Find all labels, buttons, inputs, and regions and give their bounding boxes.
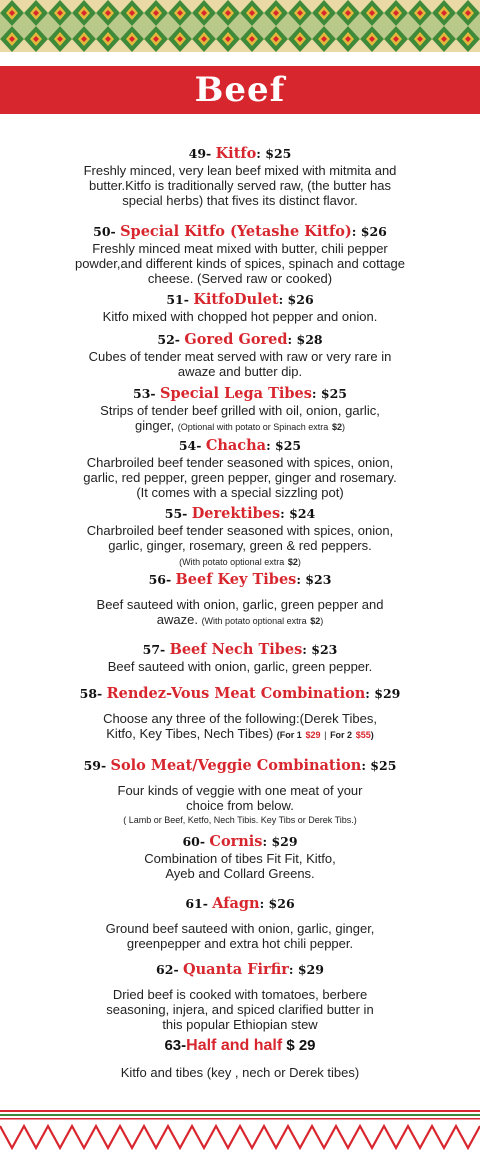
- menu-item-beef-key-tibes: 56- Beef Key Tibes: $23 Beef sauteed with onion, garlic, green pepper and awaze. (With potato optional extra $2): [20, 572, 460, 629]
- option-two: For 2: [330, 730, 353, 740]
- option-two-price: $55: [355, 730, 371, 740]
- description-line: (It comes with a special sizzling pot): [136, 485, 344, 500]
- item-price: : $26: [259, 896, 295, 911]
- menu-item-cornis: [20, 834, 460, 881]
- extra-price: $2: [310, 616, 321, 626]
- item-price: : $23: [302, 642, 338, 657]
- extra-price: $2: [287, 557, 298, 567]
- menu-item-beef-nech-tibes: [20, 642, 460, 674]
- description-line: garlic, red pepper, green pepper, ginger and rosemary.: [83, 470, 397, 485]
- menu-item-half-and-half: [20, 1038, 460, 1080]
- page-title: Beef: [194, 70, 286, 110]
- item-name: Kitfo: [215, 145, 257, 162]
- item-name: Cornis: [209, 833, 263, 850]
- description-line: Strips of tender beef grilled with oil, onion, garlic,: [100, 403, 380, 418]
- description-line: Charbroiled beef tender seasoned with spices, onion,: [86, 523, 394, 538]
- item-name: KitfoDulet: [193, 291, 279, 308]
- description-line: Beef sauteed with onion, garlic, green pepper and: [96, 597, 384, 612]
- item-number: 55-: [164, 506, 188, 521]
- item-number: 51-: [166, 292, 189, 307]
- item-number: 61-: [185, 896, 208, 911]
- bottom-decorative-border: [0, 1108, 480, 1152]
- item-number: 54-: [178, 438, 202, 453]
- item-note: (With potato optional extra: [179, 557, 285, 567]
- item-price: : $26: [351, 224, 387, 239]
- item-price: : $29: [262, 834, 298, 849]
- item-name: Special Lega Tibes: [159, 385, 312, 402]
- description-line: powder,and different kinds of spices, spinach and cottage: [74, 256, 406, 271]
- item-name: Rendez-Vous Meat Combination: [106, 685, 366, 702]
- menu-item-quanta-firfir: [20, 962, 460, 1032]
- description-line: butter.Kitfo is traditionally served raw, (the butter has: [88, 178, 392, 193]
- item-name: Afagn: [212, 895, 260, 912]
- description-line: Kitfo and tibes (key , nech or Derek tibes): [120, 1065, 360, 1080]
- item-number: 59-: [83, 758, 107, 773]
- item-price: : $28: [287, 332, 323, 347]
- item-price: $ 29: [282, 1037, 316, 1054]
- item-name: Gored Gored: [184, 331, 288, 348]
- description-line: Four kinds of veggie with one meat of your: [117, 783, 363, 798]
- item-price: : $23: [296, 572, 332, 587]
- description-line: Kitfo, Key Tibes, Nech Tibes): [106, 726, 274, 741]
- description-line: ginger,: [135, 418, 175, 433]
- item-name: Chacha: [205, 437, 267, 454]
- description-line: greenpepper and extra hot chili pepper.: [126, 936, 354, 951]
- description-line: Beef sauteed with onion, garlic, green pepper.: [107, 659, 373, 674]
- item-name: Beef Key Tibes: [175, 571, 297, 588]
- description-line: special herbs) that fives its distinct flavor.: [122, 193, 358, 208]
- item-name: Quanta Firfir: [183, 961, 289, 978]
- menu-item-kitfo: [20, 146, 460, 208]
- item-number: 62-: [156, 962, 179, 977]
- description-line: Ayeb and Collard Greens.: [165, 866, 315, 881]
- menu-item-gored-gored: [20, 332, 460, 379]
- menu-item-solo-combination: [20, 758, 460, 828]
- title-banner: [0, 66, 480, 114]
- item-number: 58-: [79, 686, 103, 701]
- description-line: awaze.: [156, 612, 198, 627]
- item-name: Solo Meat/Veggie Combination: [110, 757, 362, 774]
- menu-item-special-kitfo: [20, 224, 460, 286]
- menu-item-derektibes: 55- Derektibes: $24 Charbroiled beef tender seasoned with spices, onion, garlic, ginger, rosemary, green & red peppers. (With potato optional extra $2): [20, 506, 460, 570]
- description-line: Freshly minced, very lean beef mixed with mitmita and: [83, 163, 397, 178]
- description-line: Choose any three of the following:(Derek Tibes,: [103, 711, 377, 726]
- top-decorative-border: [0, 0, 480, 52]
- description-line: Kitfo mixed with chopped hot pepper and onion.: [102, 309, 378, 324]
- description-line: Dried beef is cooked with tomatoes, berbere: [112, 987, 368, 1002]
- item-number: 60-: [182, 834, 206, 849]
- menu-item-afagn: [20, 896, 460, 951]
- item-name: Half and half: [186, 1037, 283, 1054]
- item-name: Special Kitfo (Yetashe Kitfo): [120, 223, 352, 240]
- description-line: Cubes of tender meat served with raw or very rare in: [88, 349, 392, 364]
- description-line: Freshly minced meat mixed with butter, chili pepper: [92, 241, 388, 256]
- item-price: : $25: [361, 758, 397, 773]
- description-line: Charbroiled beef tender seasoned with spices, onion,: [86, 455, 394, 470]
- item-number: 63-: [164, 1037, 187, 1054]
- description-line: Combination of tibes Fit Fit, Kitfo,: [144, 851, 336, 866]
- item-number: 56-: [148, 572, 172, 587]
- item-price: : $29: [288, 962, 324, 977]
- option-one-price: $29: [305, 730, 321, 740]
- description-line: seasoning, injera, and spiced clarified butter in: [106, 1002, 374, 1017]
- item-number: 57-: [142, 642, 166, 657]
- menu-item-kitfodulet: [20, 292, 460, 324]
- menu-item-special-lega-tibes: 53- Special Lega Tibes: $25 Strips of tender beef grilled with oil, onion, garlic, ginger, (Optional with potato or Spinach extra $2): [20, 386, 460, 435]
- item-name: Derektibes: [191, 505, 281, 522]
- item-note: ( Lamb or Beef, Ketfo, Nech Tibis. Key Tibs or Derek Tibs.): [123, 815, 357, 825]
- description-line: awaze and butter dip.: [177, 364, 303, 379]
- item-price: : $25: [266, 438, 302, 453]
- extra-price: $2: [331, 422, 342, 432]
- item-price: : $25: [311, 386, 347, 401]
- description-line: cheese. (Served raw or cooked): [147, 271, 333, 286]
- item-number: 53-: [133, 386, 156, 401]
- description-line: garlic, ginger, rosemary, green & red peppers.: [108, 538, 372, 553]
- description-line: choice from below.: [186, 798, 294, 813]
- item-number: 49-: [188, 146, 212, 161]
- option-separator: |: [324, 730, 327, 740]
- item-price: : $26: [278, 292, 314, 307]
- item-name: Beef Nech Tibes: [169, 641, 303, 658]
- description-line: Ground beef sauteed with onion, garlic, ginger,: [105, 921, 375, 936]
- item-number: 50-: [93, 224, 116, 239]
- item-price: : $29: [365, 686, 401, 701]
- description-line: this popular Ethiopian stew: [162, 1017, 318, 1032]
- item-price: : $24: [280, 506, 316, 521]
- option-one: (For 1: [276, 730, 302, 740]
- item-note: (With potato optional extra: [201, 616, 307, 626]
- menu-item-rendez-vous-combination: 58- Rendez-Vous Meat Combination: $29 Choose any three of the following:(Derek Tibes, Kitfo, Key Tibes, Nech Tibes) (For 1 $29 | For 2 $55): [20, 686, 460, 743]
- item-number: 52-: [157, 332, 180, 347]
- item-note: (Optional with potato or Spinach extra: [177, 422, 329, 432]
- item-price: : $25: [256, 146, 292, 161]
- menu-item-chacha: [20, 438, 460, 500]
